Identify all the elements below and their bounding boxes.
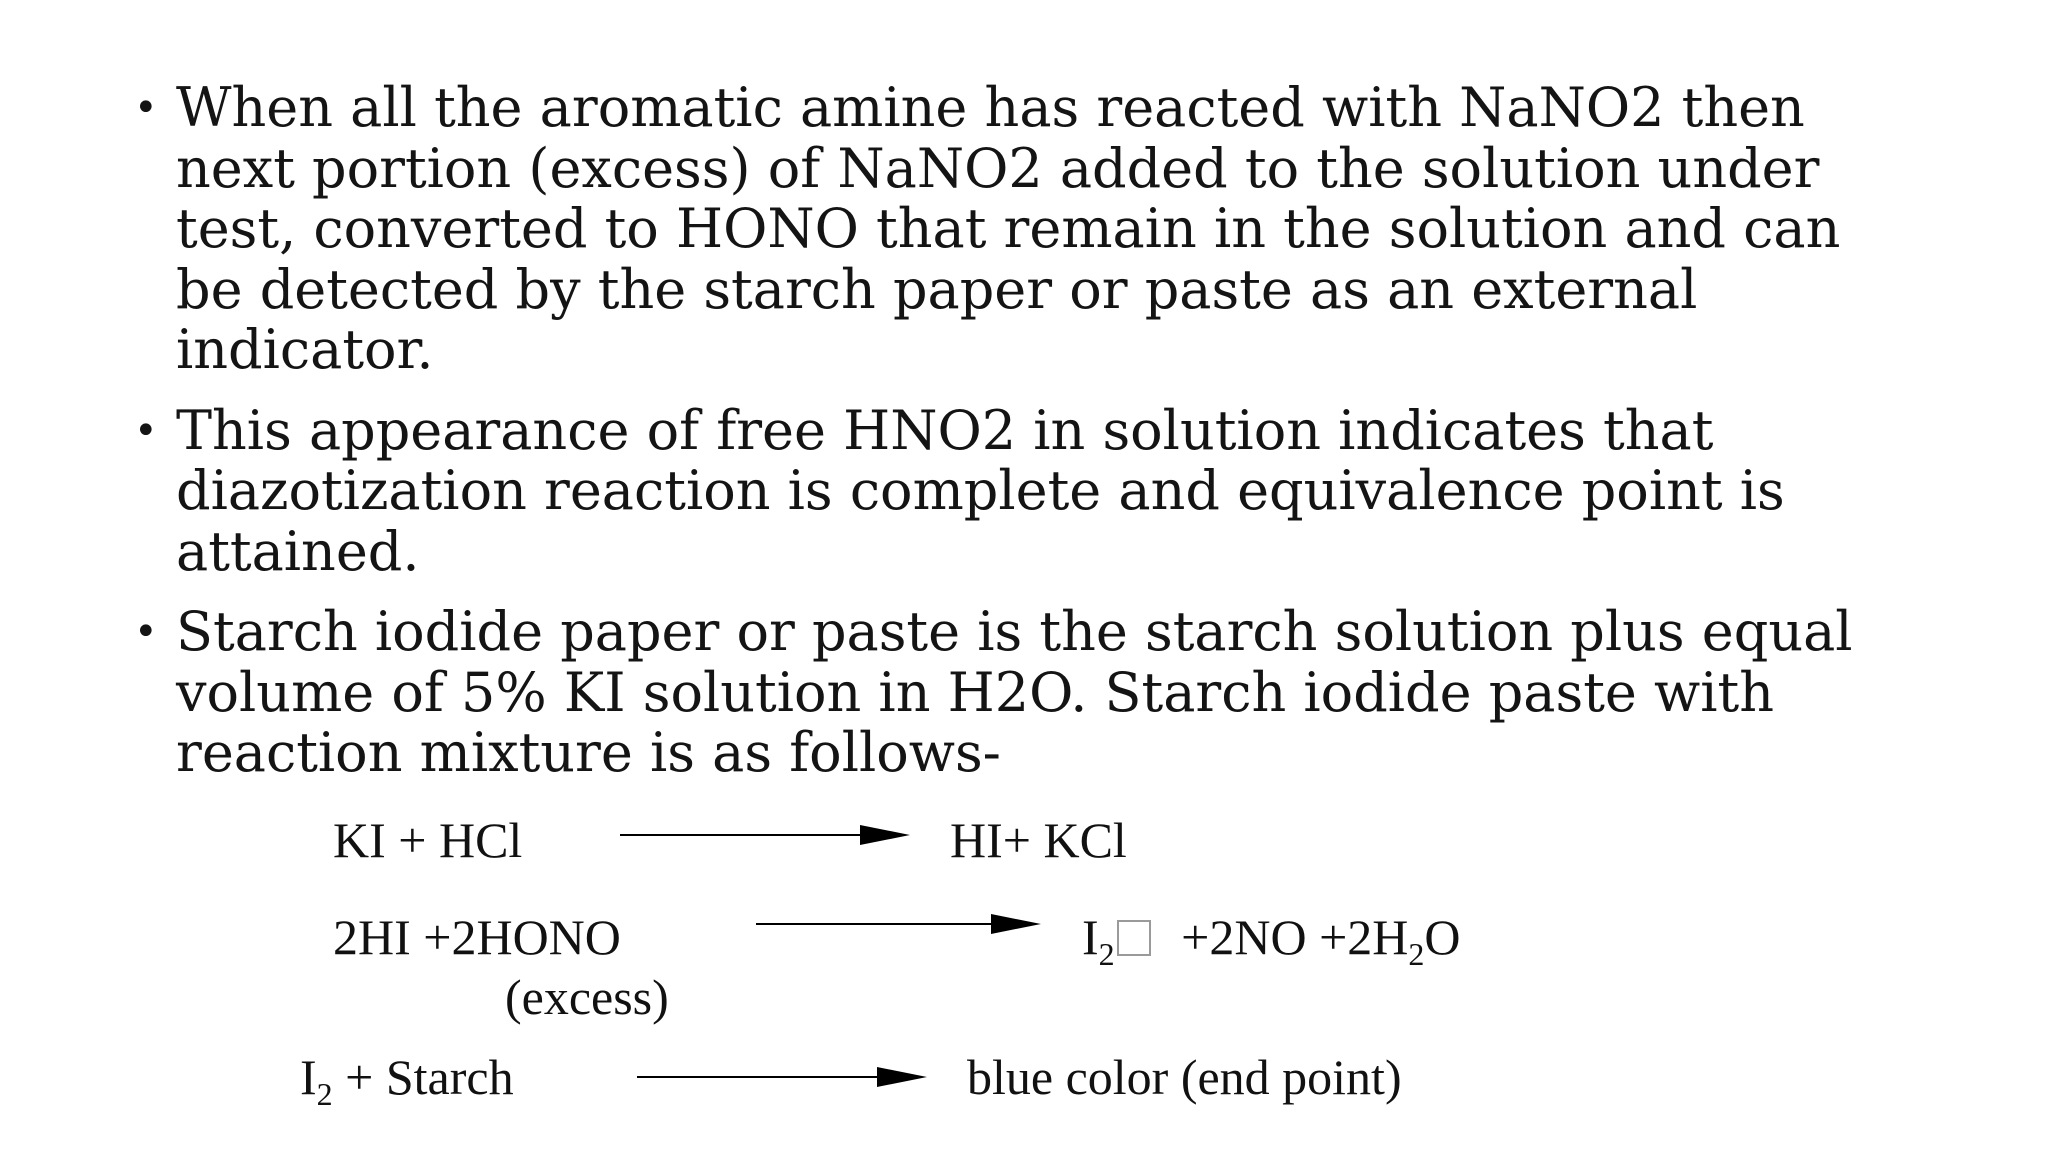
products-part-a: +2NO +2H xyxy=(1181,909,1409,965)
reaction-3-reactants xyxy=(300,1049,514,1112)
iodine-subscript: 2 xyxy=(316,1076,333,1112)
iodine-subscript: 2 xyxy=(1098,936,1115,972)
reaction-1-reactants: KI + HCl xyxy=(333,812,523,868)
reaction-1-arrow xyxy=(620,825,910,845)
bullet-dot: • xyxy=(134,85,158,131)
missing-glyph-box xyxy=(1117,920,1151,956)
reaction-2-note: (excess) xyxy=(505,969,669,1025)
bullet-text: Starch iodide paper or paste is the starch solution plus equal volume of 5% KI solution in H2O. Starch iodide paste with reaction mixture is as follows- xyxy=(176,600,1853,784)
reaction-2-arrow xyxy=(756,914,1041,934)
bullet-text: When all the aromatic amine has reacted with NaNO2 then next portion (excess) of NaNO2 added to the solution under test, converted to HONO that remain in the solution and can be detected by the starch paper or paste as an external indicator. xyxy=(176,76,1841,381)
hydrogen-subscript: 2 xyxy=(1408,936,1425,972)
reaction-2-reactants: 2HI +2HONO xyxy=(333,909,621,965)
reaction-1-products: HI+ KCl xyxy=(950,812,1127,868)
bullet-dot: • xyxy=(134,609,158,655)
reaction-3-arrow xyxy=(637,1067,927,1087)
reaction-3-products: blue color (end point) xyxy=(967,1049,1402,1105)
reaction-2-products xyxy=(1082,909,1461,972)
bullet-dot: • xyxy=(134,407,158,454)
iodine-symbol: I xyxy=(1082,909,1099,965)
iodine-symbol: I xyxy=(300,1049,317,1105)
bullet-text: This appearance of free HNO2 in solution indicates that diazotization reaction is complete and equivalence point is attained. xyxy=(176,398,1785,583)
starch-label: + Starch xyxy=(332,1049,514,1105)
products-part-b: O xyxy=(1424,909,1461,965)
